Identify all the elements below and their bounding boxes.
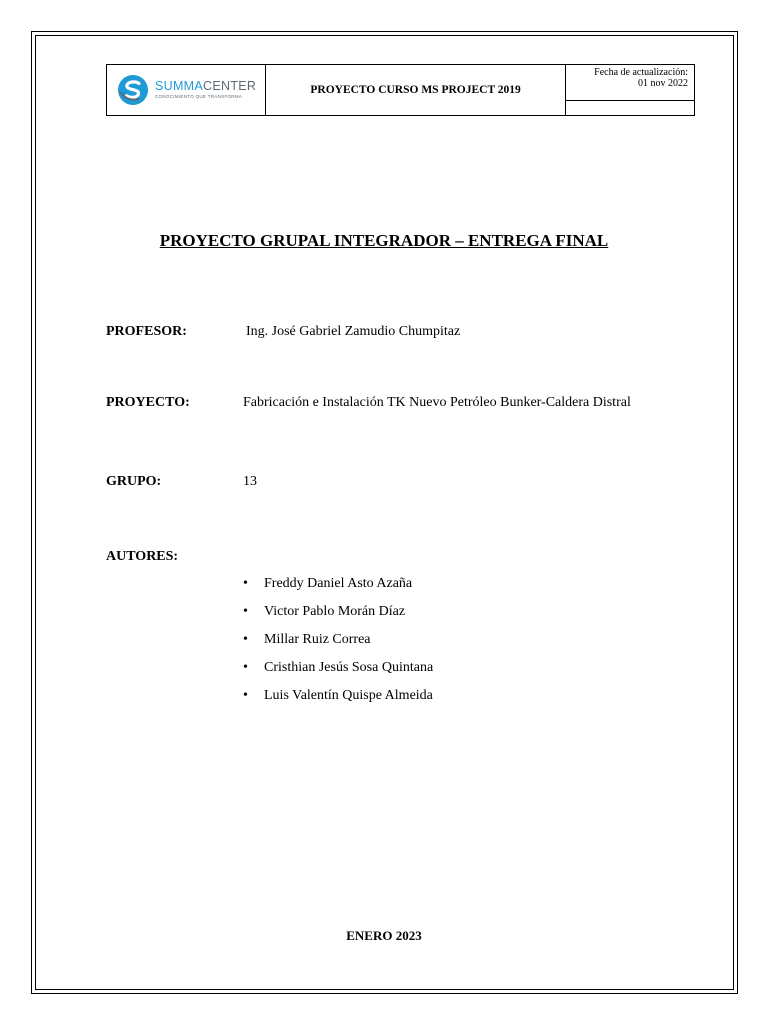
- document-title: PROYECTO GRUPAL INTEGRADOR – ENTREGA FINAL: [159, 231, 609, 250]
- project-label: PROYECTO:: [106, 395, 190, 410]
- authors-label: AUTORES:: [106, 549, 179, 564]
- update-label: Fecha de actualización:: [594, 67, 688, 78]
- logo-tagline: CONOCIMIENTO QUE TRANSFORMA: [155, 94, 243, 99]
- page-inner-border: [35, 35, 734, 990]
- logo-text: [155, 80, 256, 100]
- header-course-title: PROYECTO CURSO MS PROJECT 2019: [265, 65, 565, 116]
- authors-list: [243, 574, 433, 714]
- list-item: [243, 602, 433, 630]
- bullet-icon: •: [243, 660, 248, 675]
- header-update-info: [566, 65, 695, 101]
- header-empty-cell: [566, 101, 695, 116]
- list-item: [243, 658, 433, 686]
- author-name: Victor Pablo Morán Díaz: [264, 604, 406, 619]
- summacenter-logo-icon: [117, 74, 149, 106]
- group-label: GRUPO:: [106, 474, 162, 489]
- author-name: Freddy Daniel Asto Azaña: [264, 576, 413, 591]
- bullet-icon: •: [243, 576, 248, 591]
- project-value: Fabricación e Instalación TK Nuevo Petróleo Bunker-Caldera Distral: [243, 395, 631, 410]
- update-date: 01 nov 2022: [638, 78, 688, 89]
- header-table: [106, 64, 695, 116]
- author-name: Millar Ruiz Correa: [264, 632, 371, 647]
- list-item: [243, 630, 433, 658]
- logo-wordmark: SUMMACENTER: [155, 79, 257, 93]
- professor-label: PROFESOR:: [106, 324, 187, 339]
- professor-value: Ing. José Gabriel Zamudio Chumpitaz: [246, 324, 461, 339]
- logo-cell: [107, 65, 266, 116]
- author-name: Luis Valentín Quispe Almeida: [264, 688, 433, 703]
- bullet-icon: •: [243, 604, 248, 619]
- list-item: [243, 574, 433, 602]
- bullet-icon: •: [243, 632, 248, 647]
- bullet-icon: •: [243, 688, 248, 703]
- summacenter-logo: [107, 65, 265, 115]
- footer-date: ENERO 2023: [346, 928, 422, 943]
- author-name: Cristhian Jesús Sosa Quintana: [264, 660, 434, 675]
- list-item: [243, 686, 433, 714]
- group-value: 13: [243, 474, 257, 489]
